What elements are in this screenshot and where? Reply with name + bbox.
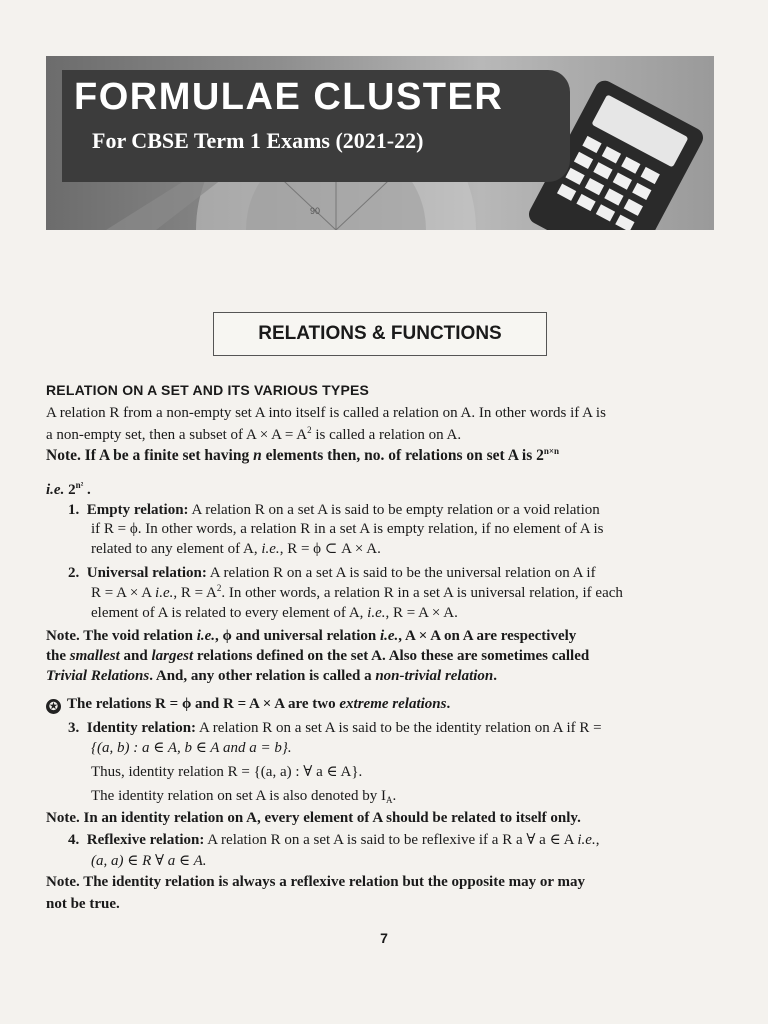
- item-empty-relation-line-3: related to any element of A, i.e., R = ϕ ⊂ A × A.: [91, 541, 381, 557]
- header-banner: [46, 56, 714, 230]
- intro-line-2: a non-empty set, then a subset of $A \times A = A^2$ is called a relation on A.: [46, 425, 462, 443]
- subsection-title: RELATION ON A SET AND ITS VARIOUS TYPES: [46, 382, 370, 398]
- intro-line-1: A relation R from a non-empty set A into itself is called a relation on A. In other words if A is: [46, 405, 606, 421]
- item-reflexive-relation-line-2: (a, a) ∈ R ∀ a ∈ A.: [91, 853, 207, 869]
- item-universal-relation: 2. Universal relation: A relation R on a set A is said to be the universal relation on A if: [68, 565, 596, 581]
- extreme-relations-point: ✪ The relations R = ϕ and R = A × A are two extreme relations.: [46, 694, 450, 714]
- banner-title: FORMULAE CLUSTER: [74, 76, 504, 118]
- item-identity-relation-line-3: Thus, identity relation R = {(a, a) : ∀ a ∈ A}.: [91, 764, 363, 780]
- item-identity-relation-line-2: {(a, b) : a ∈ A, b ∈ A and a = b}.: [91, 740, 292, 756]
- page-number: 7: [380, 930, 388, 946]
- item-universal-relation-line-2: R = A × A i.e., $R = A^2$. In other words, a relation R in a set A is universal relation, if each: [91, 583, 623, 601]
- item-identity-relation-line-4: The identity relation on set A is also denoted by $I_A$.: [91, 788, 397, 805]
- note-void-universal-line-2: the smallest and largest relations defined on the set A. Also these are sometimes called: [46, 648, 590, 664]
- banner-subtitle: For CBSE Term 1 Exams (2021-22): [92, 128, 424, 153]
- note-relations-count-cont: i.e. $2^{n^2}$ .: [46, 480, 91, 498]
- item-universal-relation-line-3: element of A is related to every element of A, i.e., R = A × A.: [91, 605, 458, 621]
- item-empty-relation: 1. Empty relation: A relation R on a set A is said to be empty relation or a void relation: [68, 502, 600, 518]
- note-identity-relation: Note. In an identity relation on A, every element of A should be related to itself only.: [46, 810, 581, 826]
- note-reflexive-relation-line-2: not be true.: [46, 896, 120, 912]
- note-void-universal: Note. The void relation i.e., ϕ and universal relation i.e., A × A on A are respectively: [46, 628, 577, 644]
- note-relations-count: Note. If A be a finite set having n elements then, no. of relations on set A is $2^{n\times n}$: [46, 446, 560, 464]
- note-void-universal-line-3: Trivial Relations. And, any other relation is called a non-trivial relation.: [46, 668, 498, 684]
- item-reflexive-relation: 4. Reflexive relation: A relation R on a set A is said to be reflexive if a R a ∀ a ∈ A i.e.,: [68, 832, 600, 848]
- star-bullet-icon: ✪: [46, 699, 61, 714]
- note-reflexive-relation: Note. The identity relation is always a reflexive relation but the opposite may or may: [46, 874, 585, 890]
- item-identity-relation: 3. Identity relation: A relation R on a set A is said to be the identity relation on A if R =: [68, 720, 602, 736]
- item-empty-relation-line-2: if R = ϕ. In other words, a relation R in a set A is empty relation, if no element of A is: [91, 521, 604, 537]
- section-title: RELATIONS & FUNCTIONS: [213, 312, 547, 356]
- protractor-mark: 90: [310, 206, 321, 216]
